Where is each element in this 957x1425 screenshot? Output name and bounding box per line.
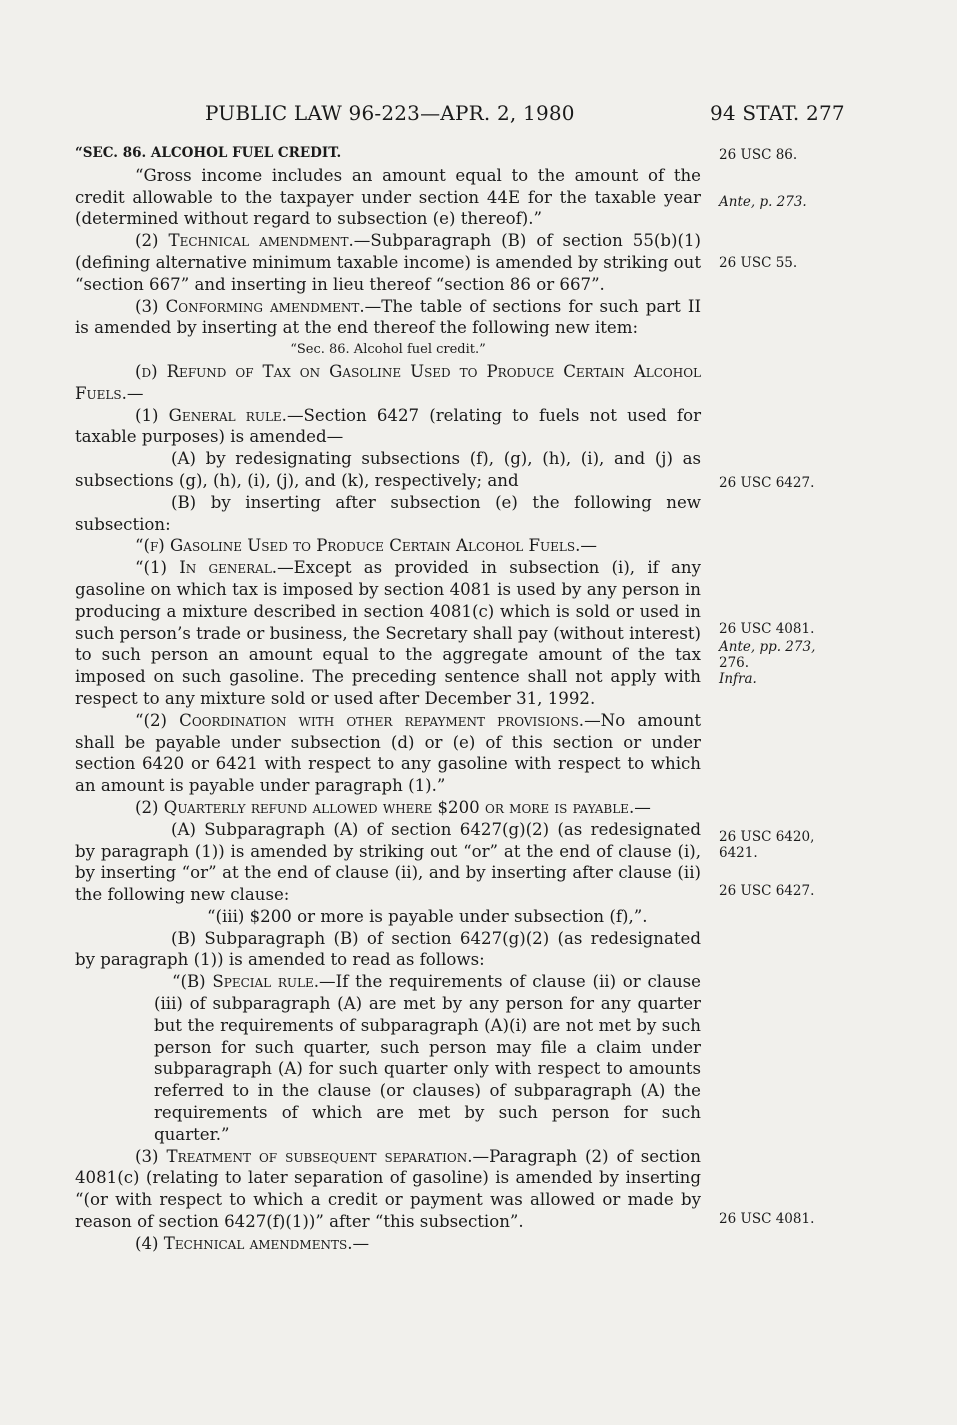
paragraph-label: “(B) Special rule. xyxy=(172,972,320,992)
paragraph-technical-amendments xyxy=(75,1233,701,1255)
margin-note: Infra. xyxy=(719,671,757,687)
paragraph-text: —The table of sections for such part II is amended by inserting at the end thereof the following new item: xyxy=(75,296,702,338)
new-table-item: “Sec. 86. Alcohol fuel credit.” xyxy=(290,342,486,358)
margin-note: 26 USC 6427. xyxy=(719,475,815,491)
section-heading: “SEC. 86. ALCOHOL FUEL CREDIT. xyxy=(75,145,342,161)
margin-note: 26 USC 4081. xyxy=(719,1211,815,1227)
paragraph-coordination xyxy=(75,710,701,797)
paragraph-text: —Except as provided in subsection (i), if any gasoline on which tax is imposed by section 4081 is used by any person in producing a mixture described in section 4081(c) which is sold or used in such person’s trade or business, the Secretary shall pay (without interest) to such person an amount equal to the aggregate amount of the tax imposed on such gasoline. The preceding sentence shall not apply with respect to any mixture sold or used after December 31, 1992. xyxy=(75,558,701,708)
paragraph-gross-income: “Gross income includes an amount equal to the amount of the credit allowable to the taxpayer under section 44E for the taxable year (determined without regard to subsection (e) thereof).” xyxy=(75,165,701,229)
margin-note: Ante, p. 273. xyxy=(719,194,807,210)
paragraph-technical-amendment xyxy=(75,230,701,295)
running-head-title: PUBLIC LAW 96-223—APR. 2, 1980 xyxy=(205,101,575,125)
margin-note: 26 USC 6427. xyxy=(719,883,815,899)
paragraph-conforming-amendment xyxy=(75,296,701,340)
subparagraph-qa: (A) Subparagraph (A) of section 6427(g)(2) (as redesignated by paragraph (1)) is amended by striking out “or” at the end of clause (i), by inserting “or” at the end of clause (ii), and by inserting after clause (ii) the following new clause: xyxy=(75,819,701,905)
clause-iii: “(iii) $200 or more is payable under subsection (f),”. xyxy=(207,906,648,926)
paragraph-text: —Subparagraph (B) of section 55(b)(1) (defining alternative minimum taxable income) is amended by striking out “section 667” and inserting in lieu thereof “section 86 or 667”. xyxy=(75,231,701,294)
statute-body xyxy=(75,143,701,1255)
paragraph-dash: — xyxy=(352,1233,370,1253)
paragraph-label: (4) Technical amendments. xyxy=(135,1233,353,1253)
subsection-d-heading: (d) Refund of Tax on Gasoline Used to Produce Certain Alcohol Fuels.— xyxy=(75,361,701,403)
paragraph-text: —If the requirements of clause (ii) or clause (iii) of subparagraph (A) are met by any person for any quarter but the requirements of subparagraph (A)(i) are not met by such person for such quarter, such person may file a claim under subparagraph (A) for such quarter only with respect to amounts referred to in the clause (or clauses) of subparagraph (A) the requirements of which are met by such person for such quarter.” xyxy=(154,972,701,1144)
paragraph-label: (3) Conforming amendment. xyxy=(135,296,365,316)
margin-note: 26 USC 55. xyxy=(719,255,798,271)
margin-note: 26 USC 4081. xyxy=(719,621,815,637)
margin-note: 6421. xyxy=(719,845,758,861)
special-rule xyxy=(75,971,701,1145)
paragraph-subsequent-separation xyxy=(75,1146,701,1233)
subparagraph-b-insert: (B) by inserting after subsection (e) the following new subsection: xyxy=(75,492,701,534)
paragraph-text: —Paragraph (2) of section 4081(c) (relating to later separation of gasoline) is amended by inserting “(or with respect to which a credit or payment was allowed or made by reason of section 6427(f)(1))” after “this subsection”. xyxy=(75,1146,701,1232)
paragraph-text: —Section 6427 (relating to fuels not used for taxable purposes) is amended— xyxy=(75,405,702,447)
paragraph-label: “(2) Coordination with other repayment provisions. xyxy=(135,710,585,730)
subparagraph-a-redesignate: (A) by redesignating subsections (f), (g), (h), (i), and (j) as subsections (g), (h), (i), (j), and (k), respectively; and xyxy=(75,449,701,490)
paragraph-label: (1) General rule. xyxy=(135,405,287,425)
statute-page-number: 94 STAT. 277 xyxy=(710,101,845,125)
margin-note: 26 USC 6420, xyxy=(719,829,815,845)
running-head xyxy=(0,101,957,131)
paragraph-text: —No amount shall be payable under subsection (d) or (e) of this section or under section 6420 or 6421 with respect to any gasoline with respect to which an amount is payable under paragraph (1).” xyxy=(75,710,701,796)
paragraph-dash: — xyxy=(634,797,651,817)
paragraph-quarterly-refund xyxy=(75,797,701,819)
margin-note: 26 USC 86. xyxy=(719,147,798,163)
subsection-f-heading: “(f) Gasoline Used to Produce Certain Alcohol Fuels.— xyxy=(135,536,597,556)
paragraph-in-general xyxy=(75,557,701,710)
margin-note: 276. xyxy=(719,655,750,671)
paragraph-label: (2) Quarterly refund allowed where $200 or more is payable. xyxy=(135,797,635,817)
margin-note: Ante, pp. 273, xyxy=(719,639,816,655)
paragraph-label: (3) Treatment of subsequent separation. xyxy=(135,1146,473,1166)
subparagraph-qb: (B) Subparagraph (B) of section 6427(g)(2) (as redesignated by paragraph (1)) is amended to read as follows: xyxy=(75,928,701,970)
paragraph-label: (2) Technical amendment. xyxy=(135,231,354,251)
paragraph-label: “(1) In general. xyxy=(135,558,278,578)
paragraph-general-rule xyxy=(75,405,701,449)
